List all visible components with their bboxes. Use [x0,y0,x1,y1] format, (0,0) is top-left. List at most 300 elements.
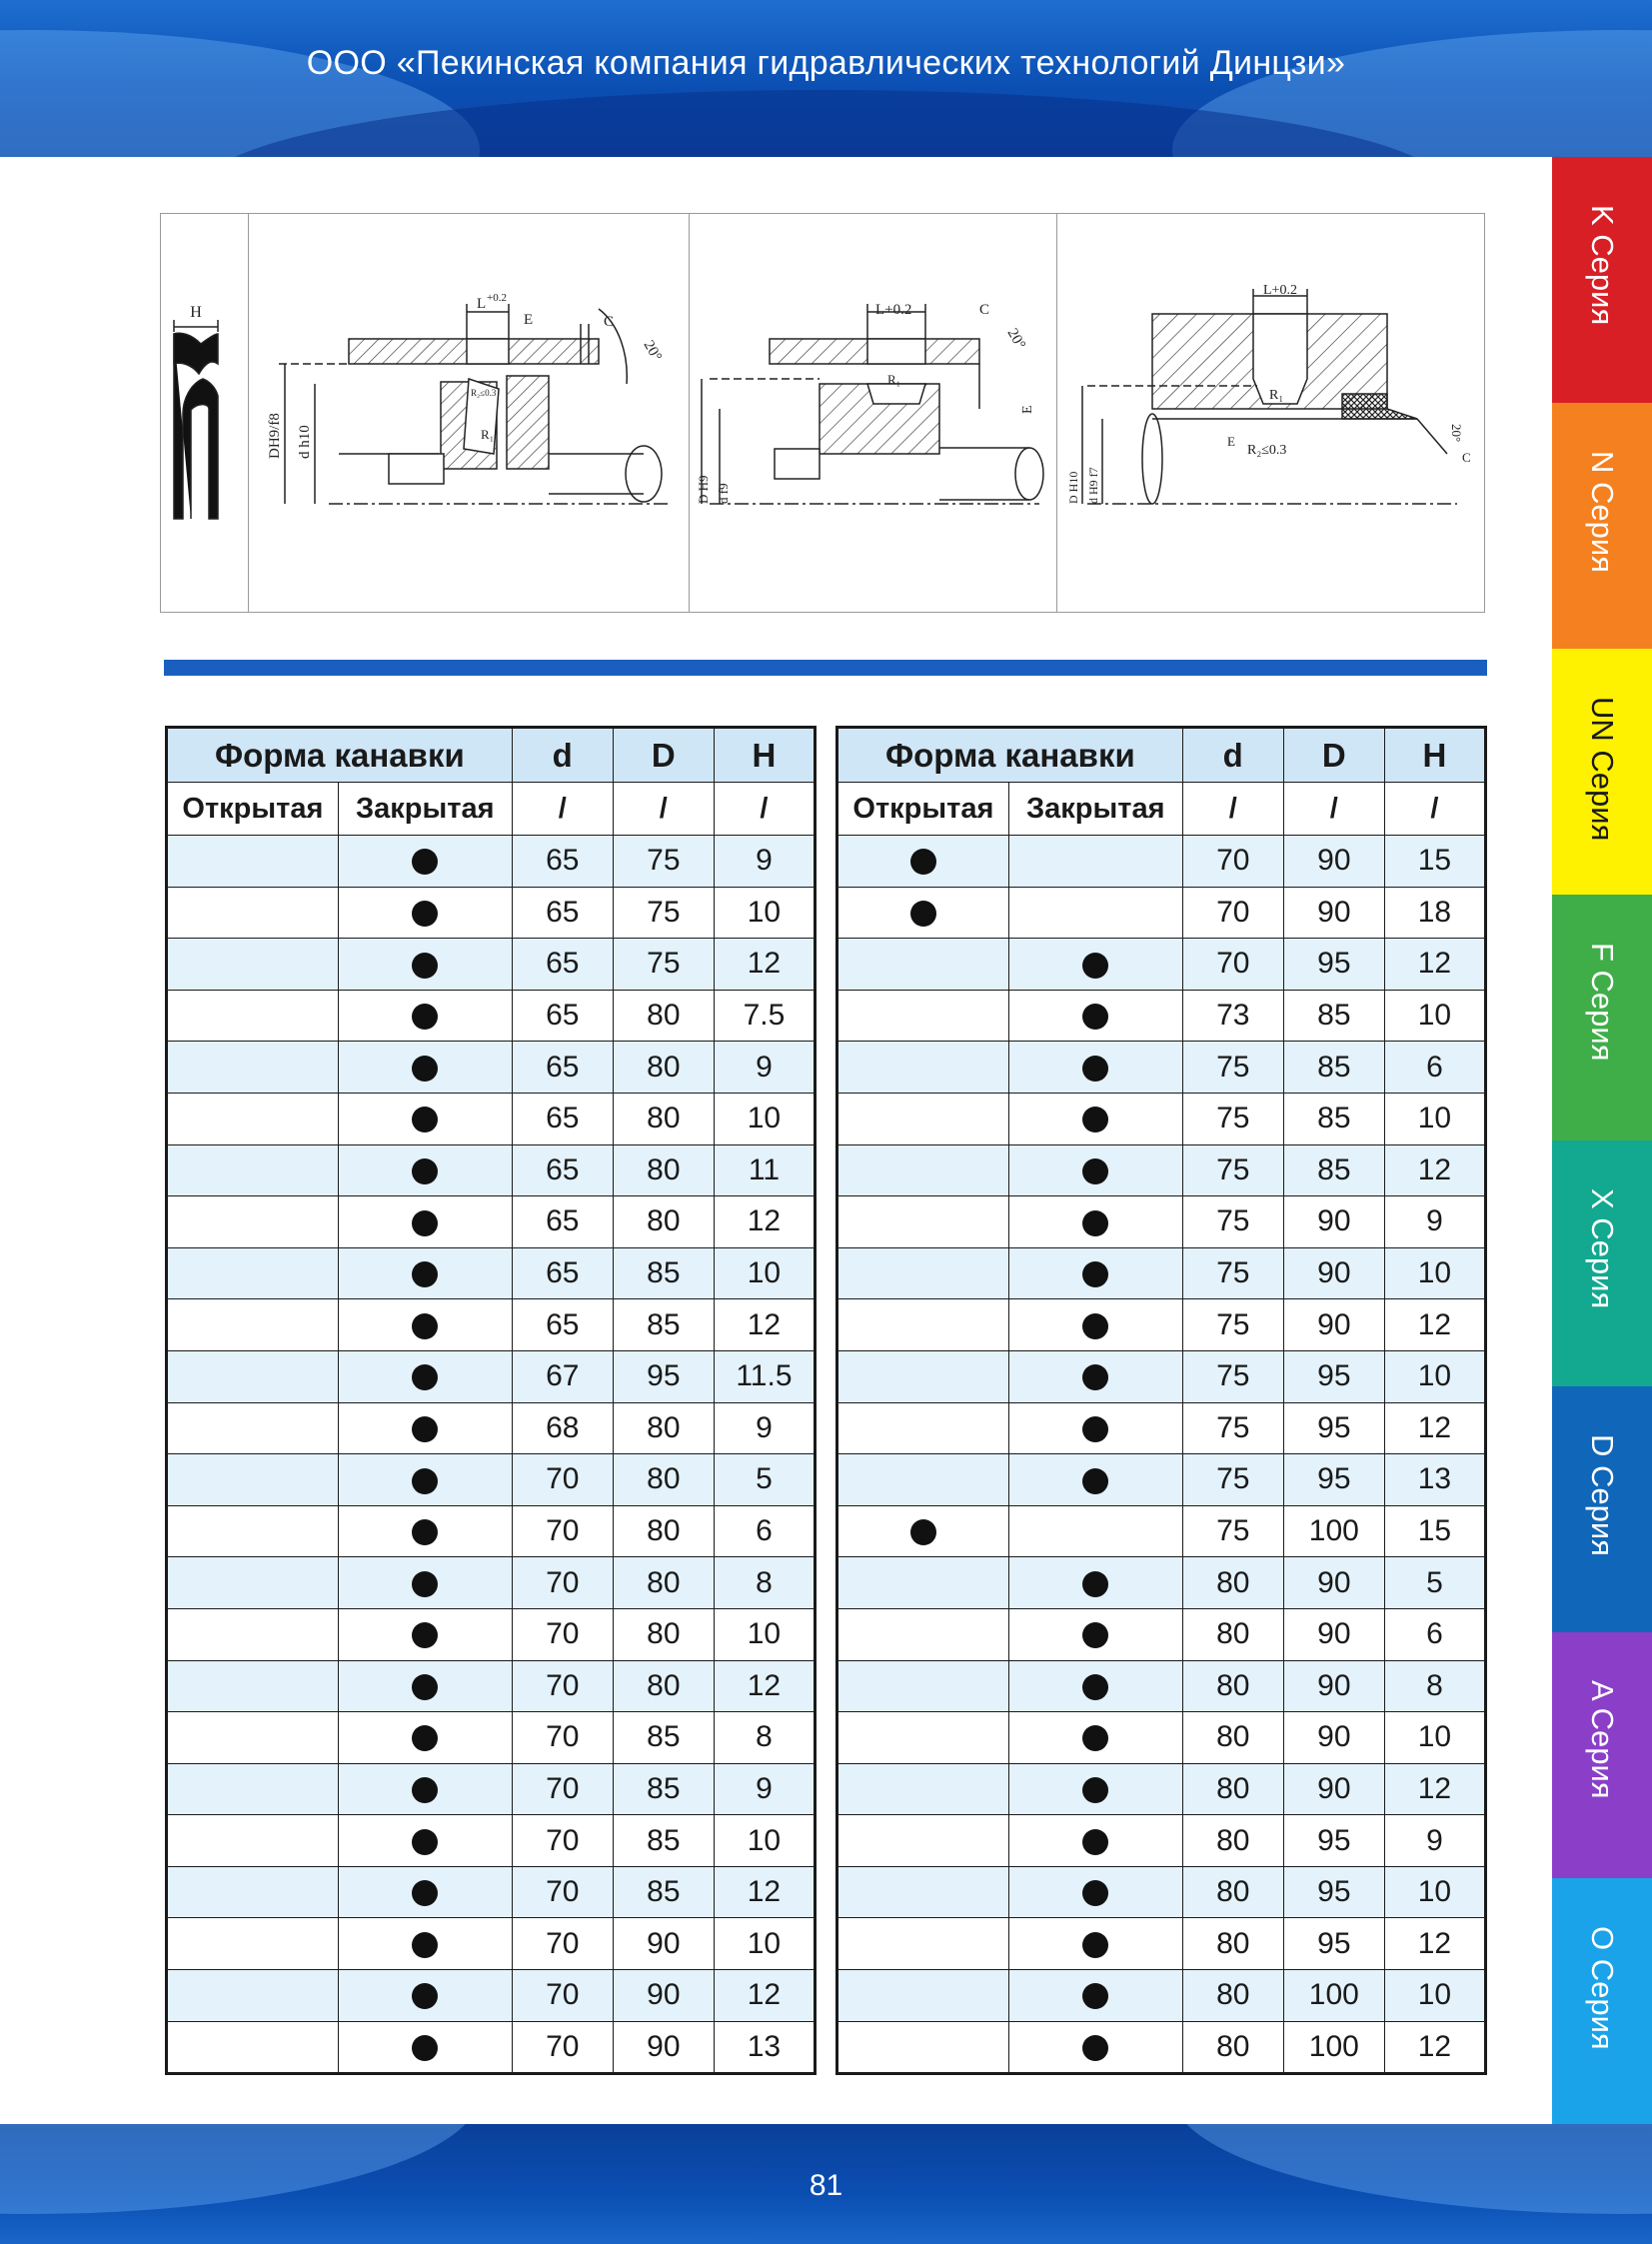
table-row [837,1454,1486,1506]
table-header-row [167,728,816,783]
closed-groove-panel [249,214,690,612]
H-value-cell: 12 [1384,1763,1485,1815]
d-value-cell: 70 [512,1763,613,1815]
closed-groove-cell [338,939,512,991]
H-value-cell: 13 [714,2021,815,2074]
bullet-dot-icon [1082,1674,1108,1700]
closed-groove-cell [338,1247,512,1299]
table-row [837,1350,1486,1402]
bullet-dot-icon [412,1519,438,1545]
H-unit: / [1384,783,1485,836]
series-tab-label: D Серия [1585,1434,1620,1556]
H-value-cell: 10 [1384,1866,1485,1918]
closed-groove-cell [1008,1454,1182,1506]
H-value-cell: 10 [1384,990,1485,1042]
table-row [167,1918,816,1970]
table-row [167,1402,816,1454]
table-row [837,1144,1486,1196]
open-groove-cell [837,1144,1009,1196]
H-value-cell: 5 [1384,1557,1485,1609]
H-value-cell: 12 [1384,1402,1485,1454]
table-row [167,1144,816,1196]
H-value-cell: 12 [1384,1144,1485,1196]
open-groove-cell [837,887,1009,939]
H-header: H [714,728,815,783]
D-value-cell: 80 [613,1144,714,1196]
table-row [167,1042,816,1094]
open-groove-cell [837,2021,1009,2074]
closed-groove-cell [338,1093,512,1144]
dh10-label: d h10 [297,425,313,459]
D-value-cell: 85 [613,1815,714,1867]
open-groove-drawing [690,214,1057,614]
open-groove-panel [690,214,1057,612]
d-unit: / [1182,783,1283,836]
open-groove-cell [167,1815,339,1867]
bullet-dot-icon [910,901,936,927]
closed-groove-cell [1008,1402,1182,1454]
table-row [837,1093,1486,1144]
H-value-cell: 5 [714,1454,815,1506]
closed-groove-cell [338,1918,512,1970]
table-row [837,1299,1486,1351]
table-row [837,1042,1486,1094]
D-value-cell: 90 [1283,836,1384,888]
open-groove-cell [837,1196,1009,1248]
series-tab-label: F Серия [1585,943,1620,1062]
table-subheader-row [167,783,816,836]
H-value-cell: 11 [714,1144,815,1196]
H-header: H [1384,728,1485,783]
table-row [837,939,1486,991]
c-label: C [1462,450,1471,465]
H-value-cell: 6 [1384,1042,1485,1094]
bullet-dot-icon [412,1829,438,1855]
angle-label: 20° [1003,326,1028,353]
closed-groove-cell [1008,1196,1182,1248]
D-value-cell: 95 [1283,939,1384,991]
H-value-cell: 18 [1384,887,1485,939]
d-unit: / [512,783,613,836]
closed-groove-cell [338,1042,512,1094]
H-value-cell: 10 [1384,1093,1485,1144]
open-groove-cell [837,1712,1009,1764]
bullet-dot-icon [1082,1107,1108,1132]
open-groove-cell [167,1608,339,1660]
d-value-cell: 68 [512,1402,613,1454]
d-value-cell: 70 [512,1712,613,1764]
D-value-cell: 90 [1283,1763,1384,1815]
closed-groove-cell [1008,939,1182,991]
open-groove-cell [167,1557,339,1609]
table-row [167,1970,816,2022]
bullet-dot-icon [412,1158,438,1184]
D-value-cell: 75 [613,939,714,991]
D-value-cell: 80 [613,1660,714,1712]
bullet-dot-icon [412,1416,438,1442]
closed-groove-cell [338,990,512,1042]
series-tab-label: O Серия [1585,1926,1620,2050]
closed-groove-cell [338,1454,512,1506]
D-value-cell: 85 [613,1247,714,1299]
table-row [837,1712,1486,1764]
bullet-dot-icon [1082,1210,1108,1236]
c-label: C [604,314,615,330]
D-unit: / [613,783,714,836]
H-value-cell: 13 [1384,1454,1485,1506]
table-row [167,1196,816,1248]
c-label: C [979,302,990,318]
e-label: E [1020,405,1035,414]
bullet-dot-icon [1082,1158,1108,1184]
open-groove-cell [837,1042,1009,1094]
series-tab-label: UN Серия [1585,697,1620,842]
bullet-dot-icon [1082,1725,1108,1751]
D-value-cell: 80 [613,1557,714,1609]
open-groove-cell [837,990,1009,1042]
series-tab[interactable] [1552,1632,1652,1878]
H-value-cell: 10 [714,887,815,939]
D-value-cell: 80 [613,1042,714,1094]
D-value-cell: 90 [613,2021,714,2074]
closed-groove-cell [338,1299,512,1351]
open-groove-cell [837,1866,1009,1918]
D-value-cell: 95 [613,1350,714,1402]
d-value-cell: 75 [1182,1350,1283,1402]
table-row [837,1196,1486,1248]
open-groove-cell [837,1608,1009,1660]
table-row [837,990,1486,1042]
closed-groove-cell [1008,1247,1182,1299]
D-value-cell: 95 [1283,1350,1384,1402]
d-value-cell: 70 [512,1970,613,2022]
closed-groove-cell [338,1505,512,1557]
D-value-cell: 90 [613,1918,714,1970]
page-footer [0,2124,1652,2244]
H-value-cell: 9 [714,1763,815,1815]
D-value-cell: 100 [1283,1505,1384,1557]
table-row [837,1815,1486,1867]
bullet-dot-icon [1082,1932,1108,1958]
H-value-cell: 9 [1384,1196,1485,1248]
closed-groove-cell [1008,1093,1182,1144]
d-value-cell: 75 [1182,1402,1283,1454]
closed-groove-cell [338,1970,512,2022]
table-row [837,1763,1486,1815]
open-groove-cell [167,1866,339,1918]
bullet-dot-icon [412,1622,438,1648]
D-value-cell: 95 [1283,1866,1384,1918]
table-row [837,1247,1486,1299]
d-value-cell: 70 [512,1557,613,1609]
d-value-cell: 65 [512,1196,613,1248]
bullet-dot-icon [412,1571,438,1597]
d-value-cell: 73 [1182,990,1283,1042]
D-value-cell: 90 [1283,1660,1384,1712]
bullet-dot-icon [412,901,438,927]
H-value-cell: 12 [1384,1918,1485,1970]
closed-groove-cell [338,1866,512,1918]
closed-groove-cell [1008,1505,1182,1557]
open-groove-cell [837,1918,1009,1970]
bullet-dot-icon [412,953,438,979]
open-groove-cell [837,1970,1009,2022]
series-tabs [1552,157,1652,2124]
d-value-cell: 65 [512,1144,613,1196]
H-value-cell: 15 [1384,1505,1485,1557]
bullet-dot-icon [1082,1313,1108,1339]
dimensions-table-left [165,726,817,2075]
H-value-cell: 10 [714,1608,815,1660]
H-value-cell: 9 [714,1402,815,1454]
l-label: L [477,296,487,312]
D-value-cell: 90 [1283,1712,1384,1764]
H-value-cell: 10 [1384,1970,1485,2022]
open-groove-cell [167,1299,339,1351]
bullet-dot-icon [412,849,438,875]
D-value-cell: 95 [1283,1402,1384,1454]
d-value-cell: 80 [1182,1866,1283,1918]
series-tab-label: K Серия [1585,205,1620,326]
closed-groove-cell [338,1660,512,1712]
H-unit: / [714,783,815,836]
H-value-cell: 10 [714,1247,815,1299]
d-value-cell: 70 [1182,836,1283,888]
l-label: L+0.2 [875,302,912,318]
bullet-dot-icon [412,1880,438,1906]
d-value-cell: 80 [1182,1970,1283,2022]
open-groove-cell [167,1247,339,1299]
closed-groove-cell [1008,1970,1182,2022]
seal-profile-drawing [161,214,249,614]
d-value-cell: 70 [512,1454,613,1506]
open-groove-cell [167,1712,339,1764]
d-value-cell: 75 [1182,1093,1283,1144]
r1-label: R₁ [481,427,495,442]
bullet-dot-icon [910,849,936,875]
l-label: L+0.2 [1263,283,1297,298]
e-label: E [524,312,534,328]
bullet-dot-icon [412,1313,438,1339]
d-value-cell: 75 [1182,1454,1283,1506]
open-groove-cell [837,1299,1009,1351]
table-subheader-row [837,783,1486,836]
r2-label: R₂≤0.3 [471,388,497,398]
D-value-cell: 85 [1283,1144,1384,1196]
H-value-cell: 9 [1384,1815,1485,1867]
series-tab-label: A Серия [1585,1680,1620,1799]
closed-groove-cell [1008,1763,1182,1815]
table-body [837,836,1486,2074]
rod-groove-panel [1057,214,1483,612]
closed-groove-cell [1008,1918,1182,1970]
bullet-dot-icon [1082,953,1108,979]
H-value-cell: 12 [714,1196,815,1248]
table-row [837,1608,1486,1660]
open-groove-cell [167,1196,339,1248]
D-value-cell: 85 [613,1866,714,1918]
d-value-cell: 80 [1182,1660,1283,1712]
bullet-dot-icon [1082,1571,1108,1597]
series-tab-label: N Серия [1585,451,1620,573]
D-value-cell: 75 [613,887,714,939]
d-value-cell: 65 [512,836,613,888]
open-groove-cell [167,939,339,991]
closed-groove-cell [338,1712,512,1764]
bullet-dot-icon [1082,1777,1108,1803]
closed-groove-cell [1008,1144,1182,1196]
open-groove-cell [167,836,339,888]
d-value-cell: 70 [512,1918,613,1970]
H-value-cell: 12 [714,939,815,991]
table-row [167,1247,816,1299]
groove-drawings [160,213,1485,613]
closed-groove-cell [1008,1042,1182,1094]
series-tab[interactable] [1552,649,1652,895]
h-dimension-label: H [190,304,202,321]
dh10-label: D H10 [1066,471,1080,504]
d-value-cell: 80 [1182,1608,1283,1660]
closed-groove-cell [1008,2021,1182,2074]
closed-header: Закрытая [338,783,512,836]
closed-groove-cell [338,836,512,888]
bullet-dot-icon [1082,1880,1108,1906]
closed-groove-cell [1008,1350,1182,1402]
closed-groove-cell [338,887,512,939]
r1-label: R₁ [887,372,901,387]
open-groove-cell [167,887,339,939]
table-row [837,836,1486,888]
closed-groove-cell [1008,1712,1182,1764]
table-row [167,1608,816,1660]
open-groove-cell [167,1918,339,1970]
closed-groove-cell [338,1350,512,1402]
D-value-cell: 100 [1283,1970,1384,2022]
D-value-cell: 85 [1283,990,1384,1042]
table-row [167,1557,816,1609]
d-value-cell: 65 [512,1299,613,1351]
open-header: Открытая [837,783,1009,836]
d-value-cell: 70 [512,1505,613,1557]
series-tab-label: X Серия [1585,1188,1620,1309]
header-title: ООО «Пекинская компания гидравлических технологий Динцзи» [306,44,1346,82]
H-value-cell: 12 [714,1970,815,2022]
d-header: d [512,728,613,783]
d-value-cell: 67 [512,1350,613,1402]
table-row [837,1918,1486,1970]
table-row [167,1712,816,1764]
bullet-dot-icon [412,1983,438,2009]
table-row [167,887,816,939]
rod-groove-drawing [1057,214,1483,614]
series-tab[interactable] [1552,895,1652,1140]
d-value-cell: 70 [512,2021,613,2074]
D-value-cell: 95 [1283,1918,1384,1970]
closed-groove-cell [1008,1815,1182,1867]
open-groove-cell [167,1093,339,1144]
page-number: 81 [809,2169,843,2202]
H-value-cell: 10 [714,1918,815,1970]
groove-shape-header: Форма канавки [837,728,1183,783]
section-divider [164,660,1487,676]
df9-label: d f9 [716,483,731,504]
bullet-dot-icon [412,2035,438,2061]
closed-groove-cell [1008,836,1182,888]
bullet-dot-icon [412,1210,438,1236]
table-row [837,887,1486,939]
table-row [167,2021,816,2074]
series-tab[interactable] [1552,1140,1652,1386]
table-row [167,1350,816,1402]
d-header: d [1182,728,1283,783]
D-value-cell: 95 [1283,1454,1384,1506]
d-value-cell: 75 [1182,1144,1283,1196]
d-value-cell: 65 [512,1042,613,1094]
D-value-cell: 75 [613,836,714,888]
d-value-cell: 65 [512,939,613,991]
bullet-dot-icon [1082,1468,1108,1494]
closed-groove-cell [1008,990,1182,1042]
d-value-cell: 75 [1182,1247,1283,1299]
D-value-cell: 90 [1283,1299,1384,1351]
H-value-cell: 9 [714,836,815,888]
groove-shape-header: Форма канавки [167,728,513,783]
table-row [167,836,816,888]
series-tab[interactable] [1552,157,1652,403]
H-value-cell: 12 [1384,939,1485,991]
open-groove-cell [167,1144,339,1196]
table-row [167,1866,816,1918]
H-value-cell: 12 [714,1299,815,1351]
table-row [167,1299,816,1351]
closed-groove-cell [338,1815,512,1867]
D-value-cell: 85 [613,1299,714,1351]
d-value-cell: 65 [512,1093,613,1144]
H-value-cell: 11.5 [714,1350,815,1402]
closed-groove-cell [338,1402,512,1454]
d-value-cell: 75 [1182,1299,1283,1351]
series-tab[interactable] [1552,403,1652,649]
H-value-cell: 8 [1384,1660,1485,1712]
d-value-cell: 70 [1182,887,1283,939]
closed-groove-cell [1008,887,1182,939]
table-row [167,1093,816,1144]
d-value-cell: 70 [512,1866,613,1918]
table-header-row [837,728,1486,783]
series-tab[interactable] [1552,1386,1652,1632]
bullet-dot-icon [1082,1364,1108,1390]
series-tab[interactable] [1552,1878,1652,2124]
d-value-cell: 80 [1182,1712,1283,1764]
D-value-cell: 90 [1283,1557,1384,1609]
closed-groove-cell [338,1196,512,1248]
bullet-dot-icon [412,1725,438,1751]
bullet-dot-icon [412,1777,438,1803]
open-groove-cell [167,1350,339,1402]
d-value-cell: 65 [512,887,613,939]
D-value-cell: 90 [1283,1247,1384,1299]
r2-label: R₂≤0.3 [1247,443,1287,458]
closed-groove-cell [1008,1608,1182,1660]
D-unit: / [1283,783,1384,836]
D-header: D [613,728,714,783]
table-body [167,836,816,2074]
closed-header: Закрытая [1008,783,1182,836]
table-row [167,990,816,1042]
D-value-cell: 80 [613,1402,714,1454]
closed-groove-cell [1008,1557,1182,1609]
bullet-dot-icon [412,1468,438,1494]
